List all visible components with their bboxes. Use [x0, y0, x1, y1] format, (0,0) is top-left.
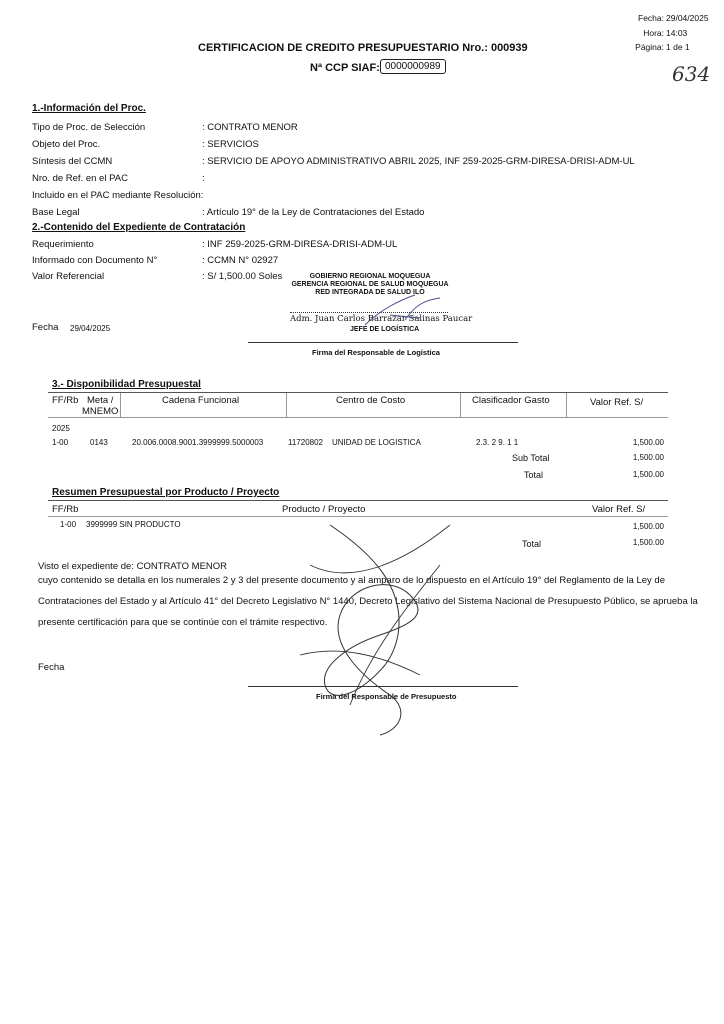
section2-fecha-value: 29/04/2025 [70, 324, 111, 333]
logistics-signature-line [248, 342, 518, 343]
resumen-row-valor: 1,500.00 [632, 522, 664, 531]
col-mnemo-header: MNEMO [82, 406, 119, 417]
resumen-col-ffrb-header: FF/Rb [52, 504, 79, 515]
col-cadena-header: Cadena Funcional [162, 395, 240, 406]
resumen-total-value: 1,500.00 [632, 538, 664, 547]
section1-row-value: : SERVICIO DE APOYO ADMINISTRATIVO ABRIL 2025, INF 259-2025-GRM-DIRESA-DRISI-ADM-UL [202, 156, 635, 167]
col-divider [286, 393, 287, 417]
table-header-rule [48, 417, 668, 418]
siaf-value: 0000000989 [385, 61, 441, 72]
section1-row-value: : CONTRATO MENOR [202, 122, 298, 133]
resumen-col-producto-header: Producto / Proyecto [282, 504, 366, 515]
section2-row-label: Requerimiento [32, 239, 94, 250]
hora-label: Hora: [643, 28, 664, 38]
row-centro-code: 11720802 [288, 438, 323, 447]
subtotal-label: Sub Total [512, 453, 550, 463]
section1-title: 1.-Información del Proc. [32, 103, 146, 114]
year-cell: 2025 [52, 424, 70, 433]
approval-paragraph: cuyo contenido se detalla en los numerales 2 y 3 del presente documento y al amparo de lo dispuesto en el Artículo 19° del Reglamento de la Ley de Contrataciones del Estado y al Artículo 41° del Decreto Legislativo N° 1440, Decreto Legislativo del Sistema Nacional de Presupuesto Público, se aprueba la presente certificación para que se continúe con el trámite respectivo. [38, 575, 698, 628]
col-meta-header: Meta / [87, 395, 114, 406]
row-cadena: 20.006.0008.9001.3999999.5000003 [132, 438, 264, 447]
col-valor-header: Valor Ref. S/ [590, 397, 644, 408]
section1-row-label: Tipo de Proc. de Selección [32, 122, 146, 133]
logistics-signature-icon [360, 290, 450, 330]
section2-row-label: Valor Referencial [32, 271, 105, 282]
signer-name: Adm. Juan Carlos Barrazar Salinas Paucar [290, 314, 473, 324]
section1-row-label: Incluido en el PAC mediante Resolución: [32, 190, 204, 201]
row-meta: 0143 [90, 438, 108, 447]
stamp-line: GOBIERNO REGIONAL MOQUEGUA [309, 273, 431, 280]
pagina-label: Página: [635, 42, 664, 52]
section3-title: 3.- Disponibilidad Presupuestal [52, 379, 201, 390]
section1-row-value: : Artículo 19° de la Ley de Contrataciones del Estado [202, 207, 425, 218]
col-divider [120, 393, 121, 417]
col-ffrb-header: FF/Rb [52, 395, 79, 406]
subtotal-value: 1,500.00 [632, 453, 664, 462]
section1-row-label: Base Legal [32, 207, 80, 218]
resumen-title: Resumen Presupuestal por Producto / Proyecto [52, 487, 280, 498]
total-value: 1,500.00 [632, 470, 664, 479]
siaf-label: Nª CCP SIAF: [310, 62, 380, 74]
handwritten-number: 634 [672, 62, 711, 86]
hora-value: 14:03 [666, 28, 688, 38]
row-valor: 1,500.00 [632, 438, 664, 447]
col-divider [566, 393, 567, 417]
section2-row-value: : S/ 1,500.00 Soles [202, 271, 283, 282]
table-top-rule [48, 392, 668, 393]
section2-row-label: Informado con Documento N° [32, 255, 158, 266]
section1-row-label: Síntesis del CCMN [32, 156, 113, 167]
fecha-value: 29/04/2025 [666, 13, 709, 23]
closing-fecha-label: Fecha [38, 662, 65, 673]
logistics-firma-label: Firma del Responsable de Logística [312, 348, 440, 357]
stamp-line: RED INTEGRADA DE SALUD ILO [315, 289, 425, 296]
section2-row-value: : CCMN N° 02927 [202, 255, 279, 266]
row-ffrb: 1-00 [52, 438, 69, 447]
resumen-row-producto: 3999999 SIN PRODUCTO [86, 520, 181, 529]
section2-fecha-label: Fecha [32, 322, 59, 333]
section2-row-value: : INF 259-2025-GRM-DIRESA-DRISI-ADM-UL [202, 239, 398, 250]
resumen-col-valor-header: Valor Ref. S/ [592, 504, 646, 515]
section1-row-value: : [202, 173, 205, 184]
col-clasificador-header: Clasificador Gasto [472, 395, 550, 406]
resumen-total-label: Total [522, 539, 542, 549]
col-divider [460, 393, 461, 417]
stamp-line: GERENCIA REGIONAL DE SALUD MOQUEGUA [291, 281, 449, 288]
section2-title: 2.-Contenido del Expediente de Contratación [32, 222, 246, 233]
resumen-top-rule [48, 500, 668, 501]
section1-row-label: Nro. de Ref. en el PAC [32, 173, 128, 184]
col-centro-header: Centro de Costo [336, 395, 406, 406]
row-centro-name: UNIDAD DE LOGISTICA [332, 438, 421, 447]
signer-role: JEFE DE LOGÍSTICA [350, 326, 420, 333]
siaf-number-box [380, 59, 446, 74]
pagina-value: 1 de 1 [666, 42, 690, 52]
resumen-row-ffrb: 1-00 [60, 520, 77, 529]
section1-row-value: : SERVICIOS [202, 139, 259, 150]
visto-line: Visto el expediente de: CONTRATO MENOR [38, 561, 228, 572]
row-clasificador: 2.3. 2 9. 1 1 [476, 438, 519, 447]
fecha-label: Fecha: [638, 13, 664, 23]
total-label: Total [524, 470, 544, 480]
section1-row-label: Objeto del Proc. [32, 139, 101, 150]
document-title: CERTIFICACION DE CREDITO PRESUPUESTARIO Nro.: 000939 [198, 42, 528, 54]
budget-firma-label: Firma del Responsable de Presupuesto [316, 692, 457, 701]
budget-signature-icon [290, 505, 480, 745]
